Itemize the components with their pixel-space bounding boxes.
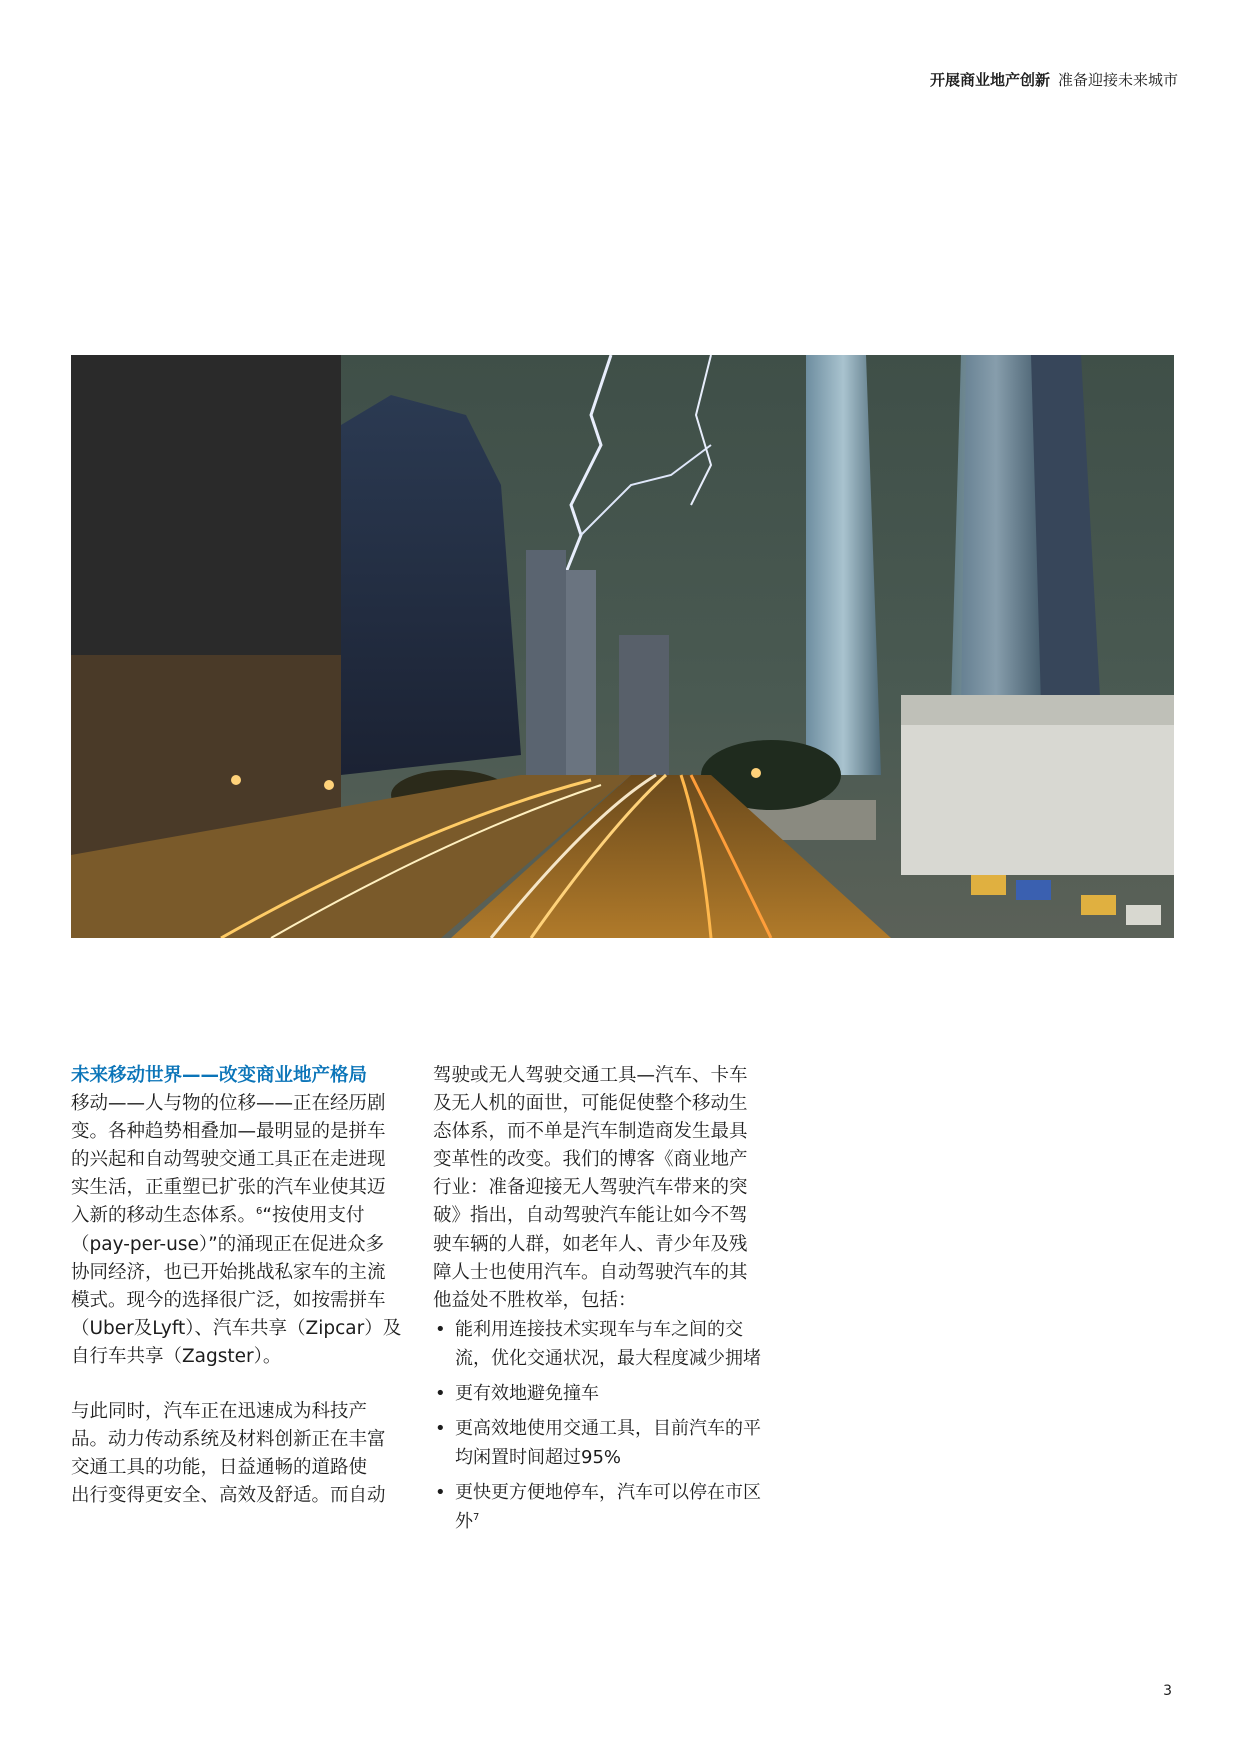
text-line: 入新的移动生态体系。 [71,1205,257,1227]
text-line: 态体系，而不单是汽车制造商发生最具 [433,1121,748,1143]
text-line: （Uber及Lyft）、汽车共享（Zipcar）及 [71,1317,402,1339]
text-line: 他益处不胜枚举，包括： [433,1289,637,1311]
text-line: 品。动力传动系统及材料创新正在丰富 [71,1429,386,1451]
list-item [433,1414,778,1472]
paragraph-2 [71,1398,416,1510]
city-night-lightning-photo [71,355,1174,938]
list-item-text: 更高效地使用交通工具，目前汽车的平 [455,1417,761,1439]
text-line: 及无人机的面世，可能促使整个移动生 [433,1093,748,1115]
bullet-icon: • [435,1318,446,1340]
footnote-ref: 6 [256,1206,263,1218]
text-line: 驶车辆的人群，如老年人、青少年及残 [433,1233,748,1255]
list-item [433,1478,778,1536]
paragraph-3 [433,1062,778,1315]
list-item-text: 流，优化交通状况，最大程度减少拥堵 [455,1347,761,1369]
paragraph-1 [71,1090,416,1371]
footnote-ref: 7 [473,1511,480,1523]
text-line: “按使用支付 [262,1205,365,1227]
text-line: 破》指出，自动驾驶汽车能让如今不驾 [433,1205,748,1227]
list-item-text: 更有效地避免撞车 [455,1382,599,1404]
header-section: 开展商业地产创新 [929,71,1050,89]
text-line: 与此同时，汽车正在迅速成为科技产 [71,1401,368,1423]
list-item-text: 能利用连接技术实现车与车之间的交 [455,1318,743,1340]
running-header [930,69,1178,90]
text-line: 移动——人与物的位移——正在经历剧 [71,1093,386,1115]
text-line: 变革性的改变。我们的博客《商业地产 [433,1149,748,1171]
bullet-icon: • [435,1382,446,1404]
text-line: 出行变得更安全、高效及舒适。而自动 [71,1485,386,1507]
page-number: 3 [1163,1683,1172,1699]
list-item [433,1379,778,1408]
bullet-icon: • [435,1481,446,1503]
header-title: 准备迎接未来城市 [1057,71,1178,89]
text-line: 模式。现今的选择很广泛，如按需拼车 [71,1289,386,1311]
body-column-right [433,1062,778,1536]
section-heading: 未来移动世界——改变商业地产格局 [71,1065,368,1086]
text-line: 行业：准备迎接无人驾驶汽车带来的突 [433,1177,748,1199]
body-column-left [71,1062,416,1510]
list-item [433,1315,778,1373]
text-line: 的兴起和自动驾驶交通工具正在走进现 [71,1149,386,1171]
text-line: 障人士也使用汽车。自动驾驶汽车的其 [433,1261,748,1283]
text-line: 变。各种趋势相叠加—最明显的是拼车 [71,1121,386,1143]
text-line: 驾驶或无人驾驶交通工具—汽车、卡车 [433,1065,748,1086]
list-item-text: 更快更方便地停车，汽车可以停在市区外 [455,1481,761,1532]
text-line: 协同经济，也已开始挑战私家车的主流 [71,1261,386,1283]
bullet-icon: • [435,1417,446,1439]
text-line: 交通工具的功能，日益通畅的道路使 [71,1457,368,1479]
text-line: 实生活，正重塑已扩张的汽车业使其迈 [71,1177,386,1199]
list-item-text: 均闲置时间超过95% [455,1446,622,1468]
text-line: 自行车共享（Zagster）。 [71,1345,282,1367]
benefit-list [433,1315,778,1536]
text-line: （pay-per-use）”的涌现正在促进众多 [71,1233,385,1255]
